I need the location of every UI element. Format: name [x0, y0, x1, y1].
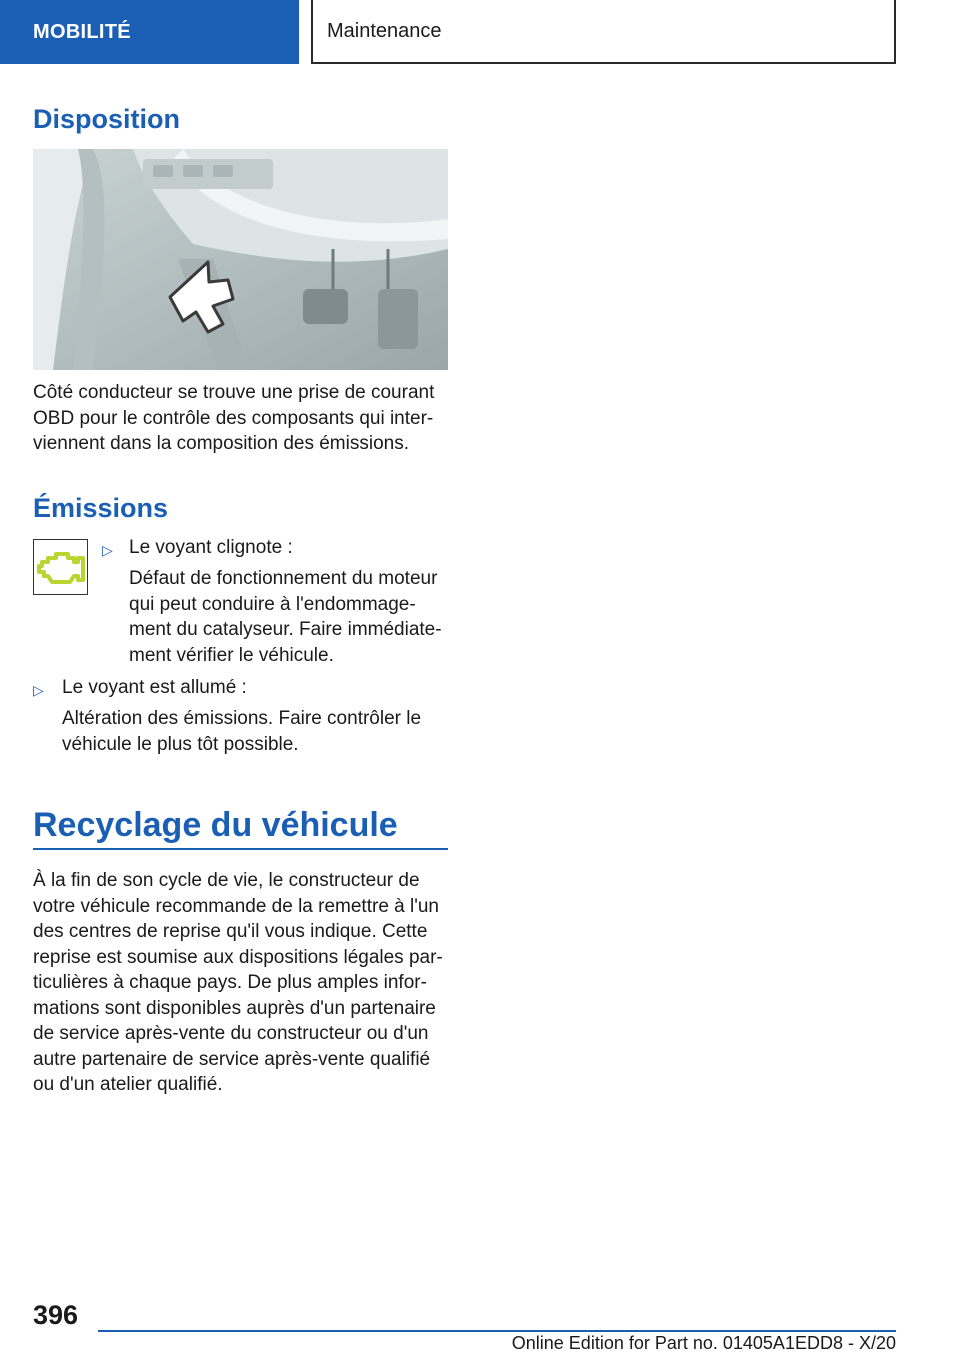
disposition-heading: Disposition	[33, 104, 180, 134]
bullet-icon: ▷	[102, 542, 113, 558]
footer-rule	[98, 1330, 896, 1332]
recycling-heading: Recyclage du véhicule	[33, 806, 398, 844]
emission-item-label: Le voyant est allumé :	[62, 677, 247, 698]
emission-item-detail: Altération des émissions. Faire contrôler le véhicule le plus tôt possible.	[62, 708, 422, 755]
obd-socket-photo	[33, 149, 448, 370]
bullet-icon: ▷	[33, 682, 44, 698]
heading-rule	[33, 848, 448, 850]
footer-edition: Online Edition for Part no. 01405A1EDD8 - X/20	[511, 1333, 896, 1353]
emission-item-label: Le voyant clignote :	[129, 537, 293, 558]
chapter-tab: Maintenance	[311, 0, 896, 64]
emissions-heading: Émissions	[33, 493, 169, 523]
engine-warning-icon	[33, 539, 88, 595]
disposition-text: Côté conducteur se trouve une prise de courant OBD pour le contrôle des composants qui inter-viennent dans la composition des émissions.	[33, 382, 435, 454]
recycling-text: À la fin de son cycle de vie, le constructeur de votre véhicule recommande de la remettre à l'un des centres de reprise qu'il vous indique. Cette reprise est soumise aux dispositions légales par-ticulières à chaque pays. De plus amples infor-mations sont disponibles auprès d'un partenaire de service après-vente du constructeur ou d'un autre partenaire de service après-vente qualifié ou d'un atelier qualifié.	[33, 870, 443, 1095]
section-tab: MOBILITÉ	[0, 0, 299, 64]
page-number: 396	[33, 1300, 79, 1330]
emission-item-detail: Défaut de fonctionnement du moteur qui peut conduire à l'endommage-ment du catalyseur. Faire immédiate-ment vérifier le véhicule.	[129, 568, 442, 666]
